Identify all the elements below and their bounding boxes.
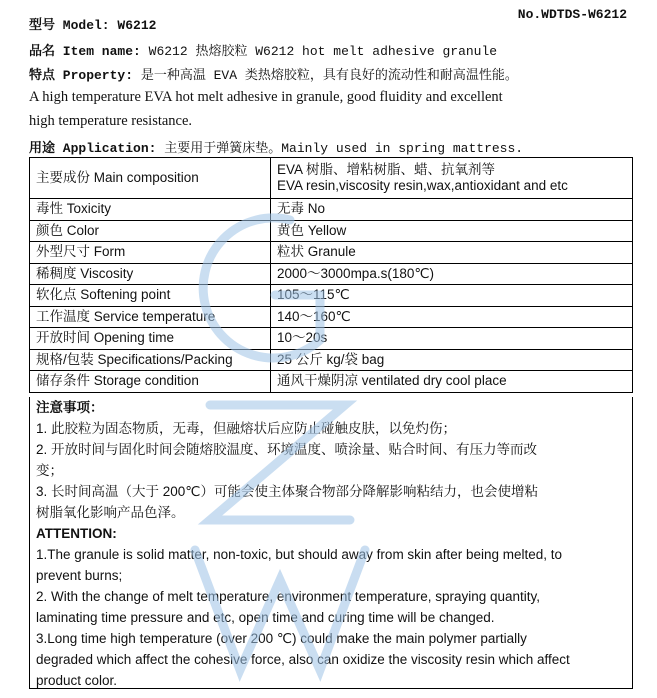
row-value: 2000～3000mpa.s(180℃) [271, 263, 633, 285]
notes-en-item: 2. With the change of melt temperature, environment temperature, spraying quantity, [36, 589, 541, 604]
application-label: 用途 Application: [29, 141, 157, 156]
table-row [30, 199, 633, 221]
notes-section [29, 397, 633, 689]
row-value: 黄色 Yellow [271, 220, 633, 242]
table-row [30, 158, 633, 199]
notes-cn-title: 注意事项： [36, 400, 104, 415]
model-label: 型号 Model: [29, 18, 110, 33]
property-value: 是一种高温 EVA 类热熔胶粒，具有良好的流动性和耐高温性能。 [140, 68, 518, 83]
row-label: 颜色 Color [30, 220, 271, 242]
property-line [29, 64, 518, 83]
row-value: 无毒 No [271, 199, 633, 221]
row-label: 软化点 Softening point [30, 285, 271, 307]
row-value: 105～115℃ [271, 285, 633, 307]
table-row [30, 242, 633, 264]
notes-cn-item: 树脂氧化影响产品色泽。 [36, 505, 185, 520]
row-value-en: EVA resin,viscosity resin,wax,antioxidant and etc [277, 178, 568, 193]
row-value-cn: EVA 树脂、增粘树脂、蜡、抗氧剂等 [277, 161, 496, 177]
row-value: 通风干燥阴凉 ventilated dry cool place [271, 371, 633, 393]
notes-en-title: ATTENTION: [36, 526, 117, 541]
item-name-label: 品名 Item name: [29, 44, 141, 59]
notes-en-item: laminating time pressure and etc, open time and curing time will be changed. [36, 610, 495, 625]
spec-table [29, 157, 633, 393]
notes-en-item: 1.The granule is solid matter, non-toxic, but should away from skin after being melted, to [36, 547, 563, 562]
model-line [29, 14, 156, 33]
row-value: 25 公斤 kg/袋 bag [271, 349, 633, 371]
item-name-line [29, 40, 497, 59]
watermark-text: GZW [333, 685, 337, 686]
property-en-line-2: high temperature resistance. [29, 113, 193, 129]
notes-en-item: degraded which affect the cohesive force, also can oxidize the viscosity resin which affect [36, 652, 570, 667]
property-en-line-1: A high temperature EVA hot melt adhesive in granule, good fluidity and excellent [29, 89, 503, 105]
row-value: 10～20s [271, 328, 633, 350]
table-row [30, 263, 633, 285]
notes-en-item: prevent burns; [36, 568, 123, 583]
row-value [271, 158, 633, 199]
table-row [30, 306, 633, 328]
row-label: 毒性 Toxicity [30, 199, 271, 221]
notes-en-item: 3.Long time high temperature (over 200 ℃) could make the main polymer partially [36, 631, 527, 646]
table-row [30, 328, 633, 350]
document-number: No.WDTDS-W6212 [517, 7, 627, 22]
application-line [29, 137, 523, 156]
row-label: 开放时间 Opening time [30, 328, 271, 350]
notes-en-item: product color. [36, 673, 118, 688]
item-name-value: W6212 热熔胶粒 W6212 hot melt adhesive granule [148, 44, 498, 59]
notes-cn-item: 1. 此胶粒为固态物质，无毒，但融熔状后应防止碰触皮肤，以免灼伤； [36, 421, 457, 436]
notes-cn-item: 2. 开放时间与固化时间会随熔胶温度、环境温度、喷涂量、贴合时间、有压力等而改 [36, 442, 538, 457]
row-label: 工作温度 Service temperature [30, 306, 271, 328]
model-value: W6212 [117, 18, 157, 33]
table-row [30, 371, 633, 393]
row-value: 140～160℃ [271, 306, 633, 328]
notes-cn-item: 变； [36, 463, 63, 478]
application-value: 主要用于弹簧床垫。Mainly used in spring mattress. [164, 141, 524, 156]
row-label: 规格/包装 Specifications/Packing [30, 349, 271, 371]
row-value: 粒状 Granule [271, 242, 633, 264]
row-label: 主要成份 Main composition [30, 158, 271, 199]
row-label: 储存条件 Storage condition [30, 371, 271, 393]
table-row [30, 220, 633, 242]
row-label: 稀稠度 Viscosity [30, 263, 271, 285]
notes-cn-item: 3. 长时间高温（大于 200℃）可能会使主体聚合物部分降解影响粘结力，也会使增粘 [36, 484, 538, 499]
table-row [30, 285, 633, 307]
table-row [30, 349, 633, 371]
row-label: 外型尺寸 Form [30, 242, 271, 264]
property-label: 特点 Property: [29, 68, 134, 83]
